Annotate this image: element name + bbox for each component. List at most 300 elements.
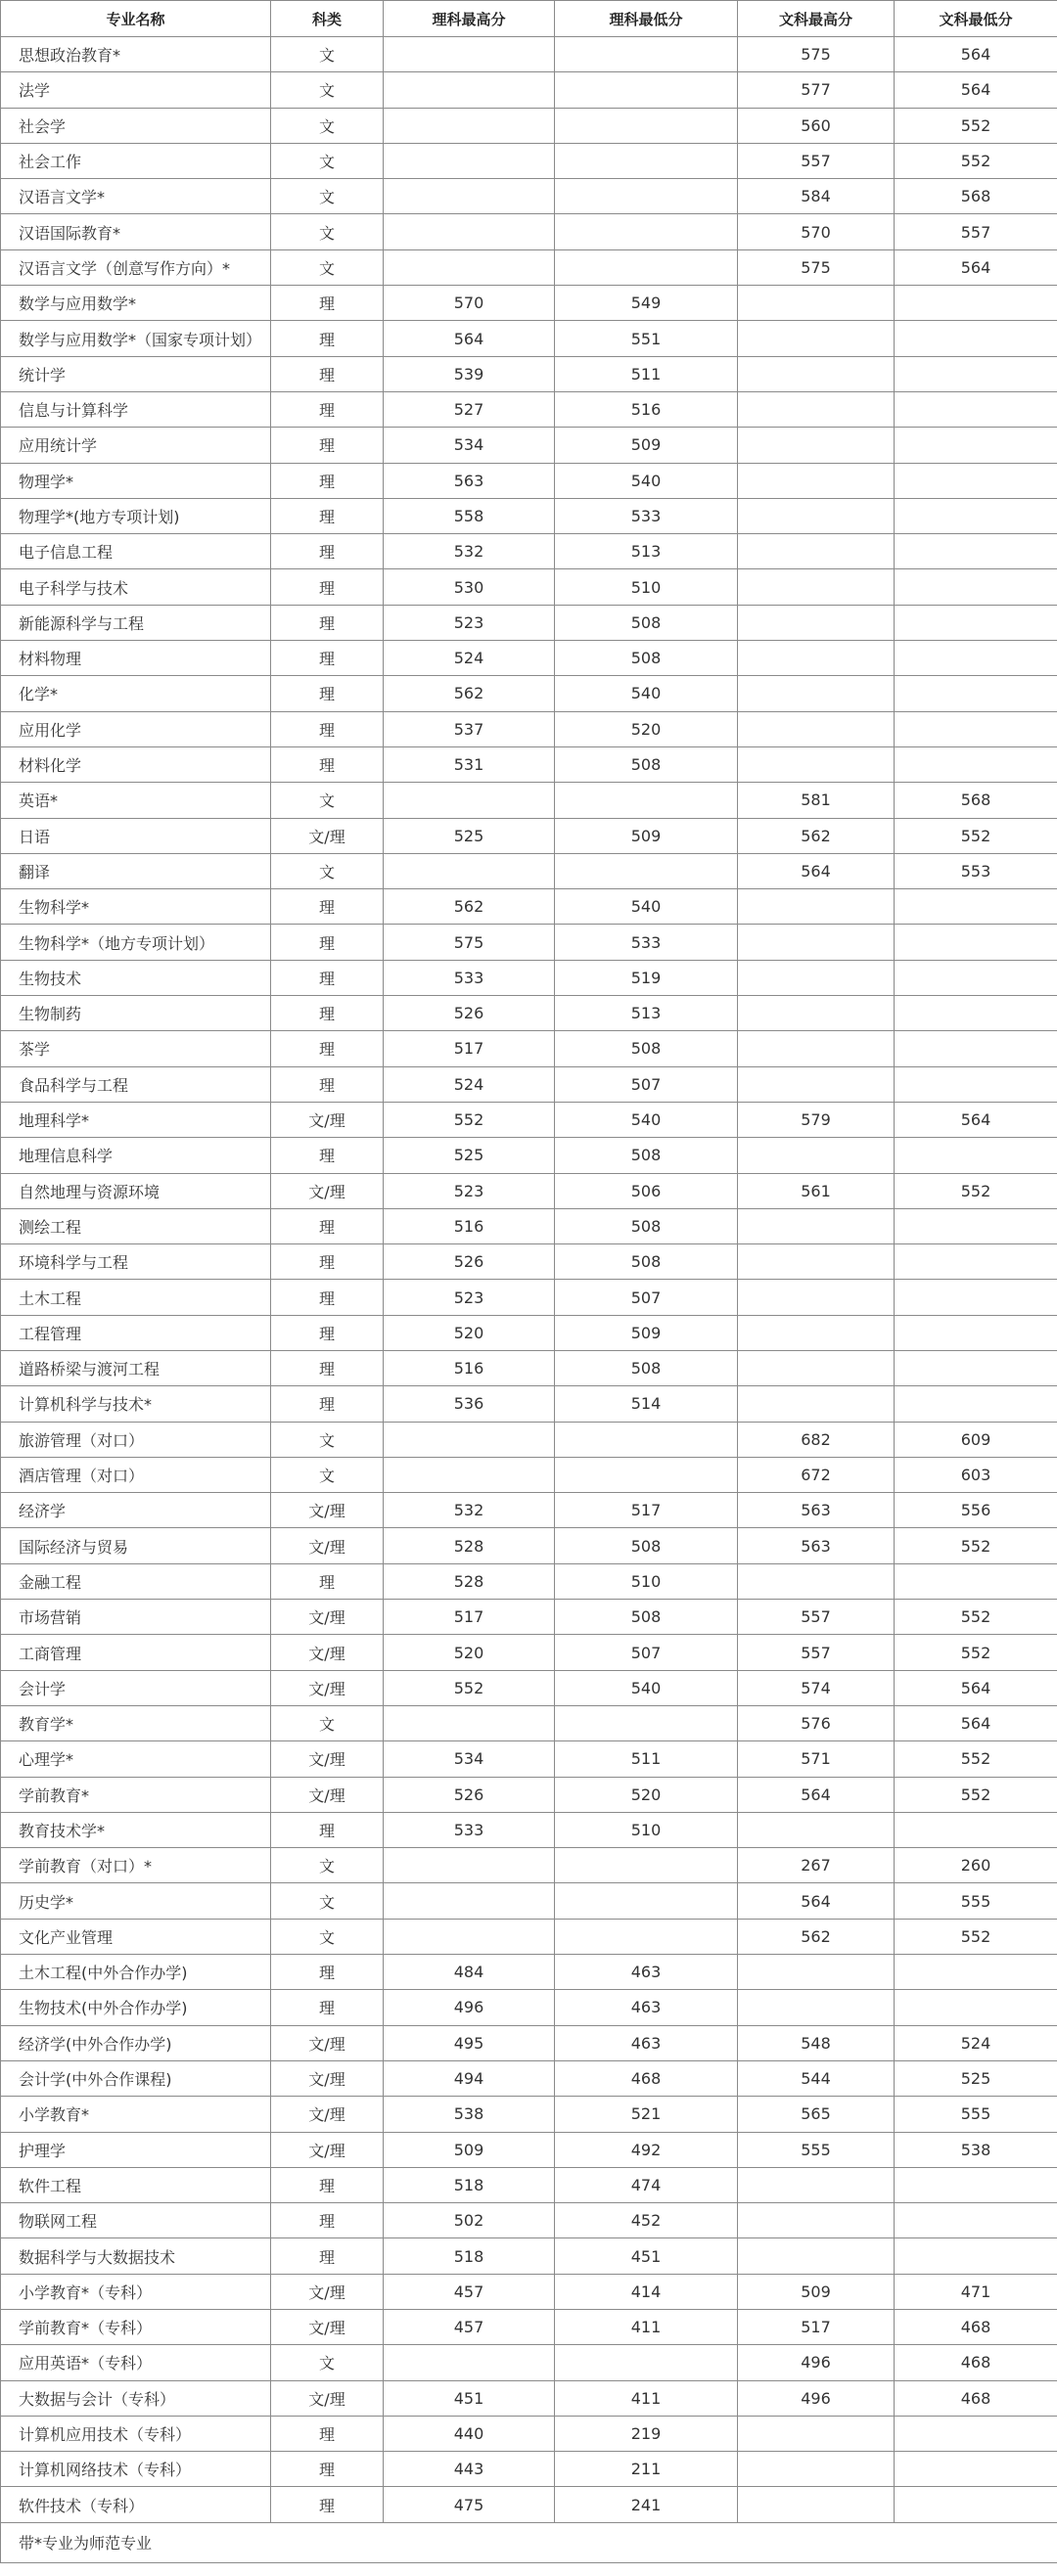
subject-type-cell: 文/理 — [271, 1741, 384, 1777]
science-max-cell: 496 — [384, 1990, 555, 2025]
arts-max-cell: 562 — [738, 818, 895, 853]
arts-max-cell — [738, 1066, 895, 1102]
arts-min-cell — [895, 286, 1057, 321]
science-max-cell — [384, 1457, 555, 1492]
science-max-cell: 526 — [384, 1777, 555, 1812]
science-min-cell: 521 — [555, 2097, 738, 2132]
science-min-cell: 508 — [555, 1138, 738, 1173]
major-name-cell: 道路桥梁与渡河工程 — [1, 1350, 271, 1385]
table-row — [1, 428, 1057, 463]
subject-type-cell: 文/理 — [271, 2132, 384, 2167]
major-name-cell: 数学与应用数学*（国家专项计划） — [1, 321, 271, 356]
science-min-cell: 520 — [555, 711, 738, 746]
arts-min-cell — [895, 1350, 1057, 1385]
science-max-cell: 527 — [384, 391, 555, 427]
arts-min-cell — [895, 1990, 1057, 2025]
major-name-cell: 日语 — [1, 818, 271, 853]
arts-max-cell: 563 — [738, 1493, 895, 1528]
subject-type-cell: 文/理 — [271, 1528, 384, 1563]
table-row — [1, 711, 1057, 746]
science-max-cell: 524 — [384, 1066, 555, 1102]
science-min-cell: 411 — [555, 2380, 738, 2416]
science-max-cell: 523 — [384, 1280, 555, 1315]
science-min-cell: 411 — [555, 2310, 738, 2345]
science-min-cell — [555, 1705, 738, 1740]
science-min-cell: 513 — [555, 996, 738, 1031]
subject-type-cell: 理 — [271, 1386, 384, 1422]
science-min-cell: 511 — [555, 1741, 738, 1777]
arts-min-cell — [895, 1244, 1057, 1280]
major-name-cell: 应用英语*（专科） — [1, 2345, 271, 2380]
arts-min-cell — [895, 1563, 1057, 1599]
science-max-cell: 562 — [384, 889, 555, 925]
footnote: 带*专业为师范专业 — [1, 2522, 1057, 2562]
major-name-cell: 生物技术(中外合作办学) — [1, 1990, 271, 2025]
science-max-cell — [384, 214, 555, 249]
arts-min-cell: 468 — [895, 2380, 1057, 2416]
major-name-cell: 数据科学与大数据技术 — [1, 2238, 271, 2274]
major-name-cell: 教育学* — [1, 1705, 271, 1740]
arts-min-cell — [895, 2238, 1057, 2274]
science-max-cell: 520 — [384, 1635, 555, 1670]
table-row — [1, 391, 1057, 427]
science-max-cell: 552 — [384, 1102, 555, 1137]
table-row — [1, 1528, 1057, 1563]
subject-type-cell: 理 — [271, 286, 384, 321]
major-name-cell: 工程管理 — [1, 1315, 271, 1350]
arts-max-cell — [738, 925, 895, 960]
science-max-cell: 520 — [384, 1315, 555, 1350]
subject-type-cell: 理 — [271, 356, 384, 391]
arts-min-cell: 524 — [895, 2025, 1057, 2060]
arts-min-cell: 564 — [895, 37, 1057, 72]
science-min-cell: 507 — [555, 1280, 738, 1315]
arts-max-cell — [738, 1315, 895, 1350]
table-row — [1, 1955, 1057, 1990]
arts-min-cell: 564 — [895, 1670, 1057, 1705]
science-min-cell: 533 — [555, 498, 738, 533]
science-min-cell: 508 — [555, 605, 738, 640]
major-name-cell: 翻译 — [1, 853, 271, 888]
arts-max-cell: 571 — [738, 1741, 895, 1777]
major-name-cell: 汉语国际教育* — [1, 214, 271, 249]
science-min-cell — [555, 1848, 738, 1883]
science-min-cell: 508 — [555, 1528, 738, 1563]
science-max-cell: 530 — [384, 569, 555, 605]
subject-type-cell: 文 — [271, 214, 384, 249]
science-max-cell: 564 — [384, 321, 555, 356]
major-name-cell: 思想政治教育* — [1, 37, 271, 72]
arts-max-cell — [738, 2167, 895, 2202]
science-max-cell: 518 — [384, 2238, 555, 2274]
subject-type-cell: 文 — [271, 783, 384, 818]
arts-min-cell — [895, 463, 1057, 498]
subject-type-cell: 文/理 — [271, 2274, 384, 2309]
table-row — [1, 2167, 1057, 2202]
major-name-cell: 电子科学与技术 — [1, 569, 271, 605]
science-min-cell: 520 — [555, 1777, 738, 1812]
table-row — [1, 143, 1057, 178]
arts-max-cell — [738, 498, 895, 533]
science-max-cell: 440 — [384, 2416, 555, 2451]
science-min-cell: 509 — [555, 428, 738, 463]
arts-min-cell: 609 — [895, 1422, 1057, 1457]
subject-type-cell: 理 — [271, 1350, 384, 1385]
subject-type-cell: 理 — [271, 925, 384, 960]
major-name-cell: 经济学 — [1, 1493, 271, 1528]
arts-min-cell — [895, 1208, 1057, 1243]
subject-type-cell: 理 — [271, 2416, 384, 2451]
arts-min-cell: 468 — [895, 2345, 1057, 2380]
subject-type-cell: 理 — [271, 534, 384, 569]
major-name-cell: 生物科学* — [1, 889, 271, 925]
major-name-cell: 生物制药 — [1, 996, 271, 1031]
arts-max-cell — [738, 1563, 895, 1599]
science-max-cell: 523 — [384, 605, 555, 640]
major-name-cell: 土木工程 — [1, 1280, 271, 1315]
arts-max-cell — [738, 2452, 895, 2487]
science-min-cell: 211 — [555, 2452, 738, 2487]
science-min-cell: 219 — [555, 2416, 738, 2451]
arts-min-cell: 564 — [895, 1705, 1057, 1740]
arts-min-cell: 468 — [895, 2310, 1057, 2345]
major-name-cell: 学前教育（对口）* — [1, 1848, 271, 1883]
table-row — [1, 1670, 1057, 1705]
arts-max-cell: 555 — [738, 2132, 895, 2167]
arts-max-cell: 563 — [738, 1528, 895, 1563]
science-max-cell: 537 — [384, 711, 555, 746]
arts-min-cell: 471 — [895, 2274, 1057, 2309]
science-min-cell: 540 — [555, 676, 738, 711]
science-max-cell: 536 — [384, 1386, 555, 1422]
arts-min-cell: 568 — [895, 179, 1057, 214]
major-name-cell: 旅游管理（对口） — [1, 1422, 271, 1457]
subject-type-cell: 理 — [271, 1990, 384, 2025]
subject-type-cell: 文 — [271, 1705, 384, 1740]
science-max-cell: 451 — [384, 2380, 555, 2416]
table-row — [1, 179, 1057, 214]
table-row — [1, 925, 1057, 960]
major-name-cell: 软件技术（专科） — [1, 2487, 271, 2522]
arts-min-cell — [895, 960, 1057, 995]
arts-min-cell — [895, 1812, 1057, 1847]
table-row — [1, 2274, 1057, 2309]
science-max-cell: 457 — [384, 2274, 555, 2309]
science-max-cell — [384, 2345, 555, 2380]
arts-max-cell — [738, 428, 895, 463]
arts-max-cell — [738, 1955, 895, 1990]
arts-max-cell — [738, 569, 895, 605]
subject-type-cell: 理 — [271, 428, 384, 463]
arts-min-cell: 552 — [895, 1528, 1057, 1563]
arts-min-cell — [895, 2487, 1057, 2522]
table-row — [1, 1635, 1057, 1670]
arts-max-cell: 496 — [738, 2380, 895, 2416]
major-name-cell: 信息与计算科学 — [1, 391, 271, 427]
arts-max-cell: 557 — [738, 1600, 895, 1635]
major-name-cell: 护理学 — [1, 2132, 271, 2167]
arts-min-cell — [895, 746, 1057, 782]
arts-max-cell — [738, 605, 895, 640]
arts-min-cell — [895, 1315, 1057, 1350]
table-row — [1, 2238, 1057, 2274]
table-row — [1, 2060, 1057, 2096]
arts-min-cell — [895, 569, 1057, 605]
table-row — [1, 1741, 1057, 1777]
science-min-cell: 508 — [555, 1244, 738, 1280]
science-min-cell — [555, 1919, 738, 1954]
arts-min-cell: 564 — [895, 249, 1057, 285]
header-arts-min: 文科最低分 — [895, 1, 1057, 37]
table-row — [1, 1102, 1057, 1137]
science-min-cell: 508 — [555, 1350, 738, 1385]
science-max-cell: 570 — [384, 286, 555, 321]
major-name-cell: 新能源科学与工程 — [1, 605, 271, 640]
table-row — [1, 249, 1057, 285]
arts-min-cell — [895, 1955, 1057, 1990]
major-name-cell: 学前教育* — [1, 1777, 271, 1812]
science-min-cell — [555, 72, 738, 108]
science-min-cell: 508 — [555, 1031, 738, 1066]
major-name-cell: 市场营销 — [1, 1600, 271, 1635]
science-min-cell: 508 — [555, 641, 738, 676]
major-name-cell: 金融工程 — [1, 1563, 271, 1599]
subject-type-cell: 理 — [271, 605, 384, 640]
table-row — [1, 1208, 1057, 1243]
science-max-cell: 539 — [384, 356, 555, 391]
arts-max-cell: 565 — [738, 2097, 895, 2132]
major-name-cell: 自然地理与资源环境 — [1, 1173, 271, 1208]
table-row — [1, 1990, 1057, 2025]
arts-max-cell — [738, 2487, 895, 2522]
table-row — [1, 1457, 1057, 1492]
arts-max-cell — [738, 391, 895, 427]
table-row — [1, 2452, 1057, 2487]
major-name-cell: 英语* — [1, 783, 271, 818]
arts-max-cell — [738, 889, 895, 925]
arts-min-cell — [895, 641, 1057, 676]
arts-min-cell — [895, 498, 1057, 533]
header-major-name: 专业名称 — [1, 1, 271, 37]
arts-min-cell: 564 — [895, 72, 1057, 108]
table-row — [1, 2310, 1057, 2345]
science-max-cell: 534 — [384, 1741, 555, 1777]
subject-type-cell: 文 — [271, 1422, 384, 1457]
science-min-cell: 551 — [555, 321, 738, 356]
table-row — [1, 1422, 1057, 1457]
science-min-cell: 516 — [555, 391, 738, 427]
header-science-min: 理科最低分 — [555, 1, 738, 37]
major-name-cell: 法学 — [1, 72, 271, 108]
science-max-cell — [384, 853, 555, 888]
science-max-cell: 526 — [384, 996, 555, 1031]
major-name-cell: 物联网工程 — [1, 2203, 271, 2238]
table-row — [1, 72, 1057, 108]
arts-max-cell: 548 — [738, 2025, 895, 2060]
major-name-cell: 物理学* — [1, 463, 271, 498]
arts-max-cell — [738, 2238, 895, 2274]
major-name-cell: 地理信息科学 — [1, 1138, 271, 1173]
table-row — [1, 2097, 1057, 2132]
table-row — [1, 1493, 1057, 1528]
subject-type-cell: 文/理 — [271, 2310, 384, 2345]
science-min-cell: 513 — [555, 534, 738, 569]
arts-min-cell: 552 — [895, 1741, 1057, 1777]
major-name-cell: 计算机网络技术（专科） — [1, 2452, 271, 2487]
arts-max-cell: 544 — [738, 2060, 895, 2096]
science-min-cell: 451 — [555, 2238, 738, 2274]
science-max-cell: 495 — [384, 2025, 555, 2060]
table-row — [1, 1138, 1057, 1173]
subject-type-cell: 文 — [271, 1883, 384, 1919]
science-min-cell: 463 — [555, 1955, 738, 1990]
table-row — [1, 1280, 1057, 1315]
science-max-cell: 531 — [384, 746, 555, 782]
science-max-cell: 516 — [384, 1350, 555, 1385]
major-name-cell: 酒店管理（对口） — [1, 1457, 271, 1492]
science-max-cell: 532 — [384, 1493, 555, 1528]
arts-max-cell: 517 — [738, 2310, 895, 2345]
subject-type-cell: 理 — [271, 889, 384, 925]
arts-min-cell — [895, 2167, 1057, 2202]
major-name-cell: 化学* — [1, 676, 271, 711]
subject-type-cell: 理 — [271, 2238, 384, 2274]
science-max-cell: 517 — [384, 1031, 555, 1066]
arts-min-cell — [895, 428, 1057, 463]
table-row — [1, 214, 1057, 249]
science-max-cell — [384, 1919, 555, 1954]
subject-type-cell: 文 — [271, 1457, 384, 1492]
arts-min-cell: 564 — [895, 1102, 1057, 1137]
arts-max-cell: 564 — [738, 853, 895, 888]
science-max-cell — [384, 108, 555, 143]
table-row — [1, 960, 1057, 995]
arts-max-cell — [738, 321, 895, 356]
science-max-cell: 526 — [384, 1244, 555, 1280]
major-name-cell: 大数据与会计（专科） — [1, 2380, 271, 2416]
science-max-cell: 525 — [384, 818, 555, 853]
arts-min-cell: 525 — [895, 2060, 1057, 2096]
arts-max-cell — [738, 1386, 895, 1422]
subject-type-cell: 文/理 — [271, 1670, 384, 1705]
science-max-cell — [384, 1705, 555, 1740]
major-name-cell: 生物科学*（地方专项计划） — [1, 925, 271, 960]
table-row — [1, 534, 1057, 569]
arts-max-cell — [738, 1031, 895, 1066]
subject-type-cell: 理 — [271, 1138, 384, 1173]
subject-type-cell: 理 — [271, 641, 384, 676]
subject-type-cell: 理 — [271, 711, 384, 746]
science-min-cell — [555, 853, 738, 888]
science-min-cell: 492 — [555, 2132, 738, 2167]
major-name-cell: 小学教育* — [1, 2097, 271, 2132]
table-row — [1, 2203, 1057, 2238]
major-name-cell: 统计学 — [1, 356, 271, 391]
arts-max-cell — [738, 1138, 895, 1173]
science-max-cell: 532 — [384, 534, 555, 569]
major-name-cell: 学前教育*（专科） — [1, 2310, 271, 2345]
major-name-cell: 材料物理 — [1, 641, 271, 676]
arts-min-cell — [895, 1280, 1057, 1315]
major-name-cell: 地理科学* — [1, 1102, 271, 1137]
science-min-cell: 241 — [555, 2487, 738, 2522]
major-name-cell: 国际经济与贸易 — [1, 1528, 271, 1563]
arts-min-cell: 260 — [895, 1848, 1057, 1883]
table-row — [1, 996, 1057, 1031]
major-name-cell: 应用化学 — [1, 711, 271, 746]
science-max-cell: 516 — [384, 1208, 555, 1243]
science-max-cell: 528 — [384, 1528, 555, 1563]
arts-min-cell — [895, 889, 1057, 925]
science-min-cell: 463 — [555, 1990, 738, 2025]
arts-max-cell — [738, 676, 895, 711]
subject-type-cell: 文 — [271, 853, 384, 888]
arts-max-cell: 575 — [738, 249, 895, 285]
science-max-cell: 457 — [384, 2310, 555, 2345]
science-min-cell — [555, 108, 738, 143]
major-name-cell: 计算机应用技术（专科） — [1, 2416, 271, 2451]
science-min-cell: 508 — [555, 746, 738, 782]
subject-type-cell: 文/理 — [271, 1635, 384, 1670]
table-row — [1, 569, 1057, 605]
science-min-cell: 514 — [555, 1386, 738, 1422]
table-row — [1, 783, 1057, 818]
major-name-cell: 测绘工程 — [1, 1208, 271, 1243]
science-max-cell: 575 — [384, 925, 555, 960]
table-row — [1, 889, 1057, 925]
science-min-cell: 510 — [555, 569, 738, 605]
subject-type-cell: 文/理 — [271, 2097, 384, 2132]
subject-type-cell: 文 — [271, 37, 384, 72]
subject-type-cell: 理 — [271, 1031, 384, 1066]
arts-max-cell — [738, 2416, 895, 2451]
subject-type-cell: 理 — [271, 2452, 384, 2487]
science-max-cell: 562 — [384, 676, 555, 711]
table-row — [1, 1386, 1057, 1422]
subject-type-cell: 理 — [271, 1812, 384, 1847]
major-name-cell: 茶学 — [1, 1031, 271, 1066]
arts-min-cell — [895, 1138, 1057, 1173]
arts-min-cell: 557 — [895, 214, 1057, 249]
subject-type-cell: 理 — [271, 1280, 384, 1315]
major-name-cell: 土木工程(中外合作办学) — [1, 1955, 271, 1990]
science-max-cell: 484 — [384, 1955, 555, 1990]
subject-type-cell: 文 — [271, 143, 384, 178]
arts-min-cell: 568 — [895, 783, 1057, 818]
arts-max-cell: 682 — [738, 1422, 895, 1457]
arts-min-cell: 553 — [895, 853, 1057, 888]
subject-type-cell: 理 — [271, 498, 384, 533]
arts-min-cell: 555 — [895, 1883, 1057, 1919]
science-max-cell — [384, 783, 555, 818]
major-name-cell: 社会学 — [1, 108, 271, 143]
subject-type-cell: 文/理 — [271, 2380, 384, 2416]
table-row — [1, 1350, 1057, 1385]
subject-type-cell: 文 — [271, 2345, 384, 2380]
arts-max-cell — [738, 534, 895, 569]
science-min-cell: 533 — [555, 925, 738, 960]
arts-max-cell: 575 — [738, 37, 895, 72]
table-row — [1, 1777, 1057, 1812]
subject-type-cell: 理 — [271, 746, 384, 782]
arts-min-cell: 603 — [895, 1457, 1057, 1492]
subject-type-cell: 理 — [271, 391, 384, 427]
major-name-cell: 社会工作 — [1, 143, 271, 178]
science-max-cell: 558 — [384, 498, 555, 533]
major-name-cell: 环境科学与工程 — [1, 1244, 271, 1280]
subject-type-cell: 文 — [271, 72, 384, 108]
table-row — [1, 853, 1057, 888]
